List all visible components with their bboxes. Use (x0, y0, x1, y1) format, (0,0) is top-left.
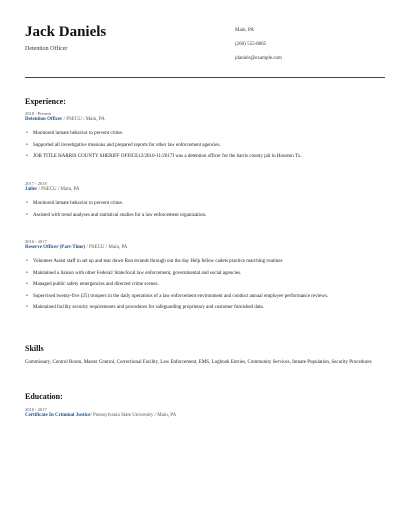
education-school: / Pennsylvania State University / Main, PA (90, 413, 177, 418)
job-heading (25, 187, 385, 194)
education-heading: Education: (25, 392, 63, 401)
experience-heading: Experience: (25, 97, 66, 106)
job-company: / PSECU / Main, PA (85, 245, 128, 250)
education-entry (25, 413, 385, 418)
job-bullet: • JOB TITLE HARRIS COUNTY SHERIFF OFFICE12/2016-11/2017I was a detention officer for the harris county jail in Houston Tx. (25, 154, 385, 166)
experience-entry (25, 181, 385, 224)
resume-header (25, 24, 395, 79)
skills-section (25, 344, 385, 366)
job-company: / PSECU / Main, PA (62, 117, 105, 122)
job-heading (25, 117, 385, 124)
experience-section (25, 97, 385, 310)
contact-info (235, 28, 282, 70)
job-bullet: • Maintained a liaison with other Federal/ State/local law enforcement, governmental and social agencies. (25, 271, 385, 283)
job-bullet: • Managed public safety emergencies and directed crime scenes. (25, 282, 385, 294)
candidate-title: Detention Officer (25, 46, 68, 52)
job-bullets (25, 259, 385, 317)
skills-list: Commissary, Control Room, Master Control, Correctional Facility, Law Enforcement, EMS, Logbook Entries, Community Services, Inmate Population, Security Procedures (25, 360, 372, 365)
education-certificate: Certificate In Criminal Justice (25, 413, 91, 418)
job-bullets (25, 201, 385, 224)
contact-location: Main, PA (235, 28, 254, 33)
job-title: Reserve Officer (Part-Time) (25, 245, 86, 250)
job-bullet: • Maintained facility security requirements and procedures for safeguarding proprietary and customer furnished data. (25, 305, 385, 317)
job-dates: 2016 - 2017 (25, 239, 47, 244)
job-heading (25, 245, 385, 252)
job-bullet: • Supported all investigative missions and prepared reports for other law enforcement agencies. (25, 143, 385, 155)
education-dates: 2016 - 2017 (25, 407, 47, 412)
job-bullet: • Volunteer Assist staff in set up and tear down Run errands through out the day Help fellow cadets practice marching routines (25, 259, 385, 271)
header-divider (25, 77, 385, 78)
job-bullets (25, 131, 385, 166)
job-bullet: • Monitored inmate behavior to prevent crime. (25, 201, 385, 213)
education-section (25, 392, 385, 418)
contact-email[interactable]: jdaniels@example.com (235, 56, 282, 61)
job-title: Detention Officer (25, 117, 63, 122)
job-dates: 2018 - Present (25, 111, 51, 116)
experience-entry (25, 239, 385, 317)
job-bullet: • Supervised twenty-five (25) troopers in the daily operations of a law enforcement environment and conduct annual employee performance reviews. (25, 294, 385, 306)
job-company: / PSECU / Main, PA (37, 187, 80, 192)
contact-phone: (260) 555-8065 (235, 42, 267, 47)
job-dates: 2017 - 2018 (25, 181, 47, 186)
job-bullet: • Monitored inmate behavior to prevent crime. (25, 131, 385, 143)
experience-entry (25, 111, 385, 166)
skills-heading: Skills (25, 344, 44, 353)
job-bullet: • Assisted with trend analyses and statistical studies for a law enforcement organization. (25, 213, 385, 225)
candidate-name: Jack Daniels (25, 24, 107, 40)
job-title: Jailer (25, 187, 38, 192)
